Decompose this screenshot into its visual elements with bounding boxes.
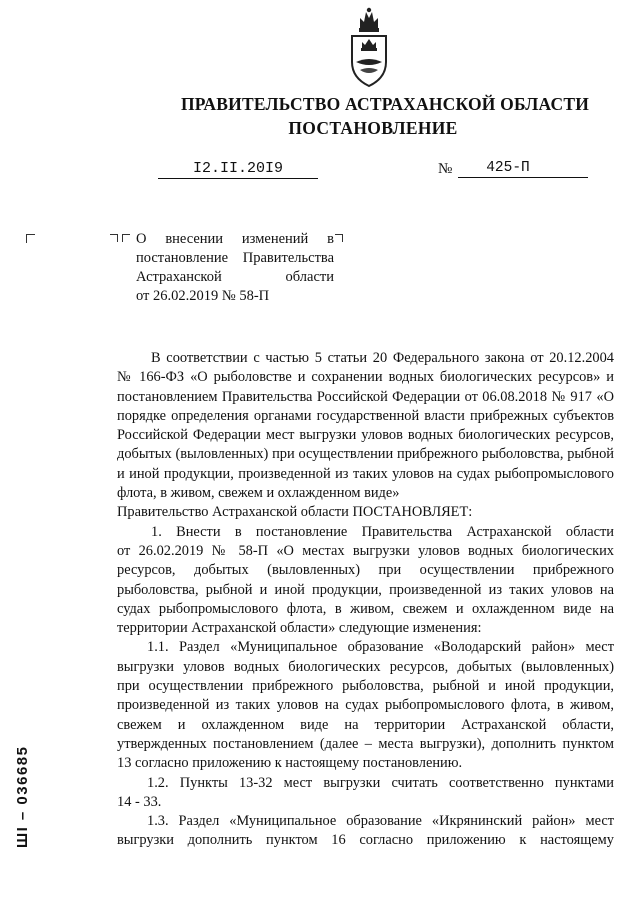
body-line: рыболовства, рыбной и иной продукции, произведенной из таких уловов на — [117, 581, 614, 598]
body-line: выгрузки дополнить пунктом 16 согласно приложению к настоящему — [117, 832, 614, 849]
document-subject — [136, 230, 334, 306]
body-line: № 166-ФЗ «О рыболовстве и сохранении водных биологических ресурсов» и — [117, 369, 614, 386]
body-line: 1.3. Раздел «Муниципальное образование «Икрянинский район» мест — [147, 813, 614, 830]
corner-tick-mark — [110, 234, 118, 242]
subject-line: от 26.02.2019 № 58-П — [136, 288, 270, 304]
body-line: Правительство Астраханской области ПОСТАНОВЛЯЕТ: — [117, 504, 473, 521]
body-line: В соответствии с частью 5 статьи 20 Федерального закона от 20.12.2004 — [151, 350, 614, 366]
body-line: 13 согласно приложению к настоящему постановлению. — [117, 755, 463, 772]
body-line: флота, в живом, свежем и охлажденном виде» — [117, 485, 400, 502]
body-line: ресурсов, добытых (выловленных) при осуществлении прибрежного — [117, 562, 614, 579]
number-sign: № — [438, 161, 453, 177]
body-line: 1.1. Раздел «Муниципальное образование «Володарский район» мест — [147, 639, 614, 656]
government-name: ПРАВИТЕЛЬСТВО АСТРАХАНСКОЙ ОБЛАСТИ — [180, 94, 590, 114]
body-line: порядке определения органами государственной власти прибрежных субъектов — [117, 407, 614, 424]
coat-of-arms-emblem — [346, 6, 392, 88]
body-line: выгрузки уловов водных биологических ресурсов, добытых (выловленных) — [117, 658, 614, 675]
serial-stamp — [14, 728, 36, 848]
document-body — [117, 349, 614, 851]
body-line: 1. Внести в постановление Правительства Астраханской области — [151, 523, 614, 540]
body-line: Российской Федерации мест выгрузки уловов водных биологических ресурсов, — [117, 427, 614, 444]
body-line: свежем и охлажденном виде на территории Астраханской области, — [117, 716, 614, 733]
corner-tick-mark — [122, 234, 130, 242]
body-line: добытых (выловленных) при осуществлении прибрежного рыболовства, рыбной — [117, 446, 614, 463]
subject-line: постановление Правительства — [136, 250, 334, 266]
body-line: судах рыбопромыслового флота, в живом, свежем и охлажденном виде на — [117, 600, 614, 617]
body-line: от 26.02.2019 № 58-П «О местах выгрузки уловов водных биологических — [117, 542, 614, 559]
body-line: 1.2. Пункты 13-32 мест выгрузки считать соответственно пунктами — [147, 774, 614, 791]
document-date: I2.II.20I9 — [158, 160, 318, 179]
body-line: при осуществлении прибрежного рыболовства, рыбной и иной продукции, — [117, 678, 614, 695]
body-line: 14 - 33. — [117, 793, 162, 810]
corner-tick-mark — [335, 234, 343, 242]
body-line: произведенной из таких уловов на судах рыбопромыслового флота, в живом, — [117, 697, 614, 714]
corner-tick-mark — [26, 234, 35, 243]
subject-line: Астраханской области — [136, 269, 334, 285]
body-line: и иной продукции, произведенной из таких уловов на судах рыбопромыслового — [117, 465, 614, 482]
document-type: ПОСТАНОВЛЕНИЕ — [288, 118, 458, 138]
serial-number: ШI – 036685 — [14, 745, 31, 848]
document-number: 425-П — [458, 160, 588, 178]
body-line: постановлением Правительства Российской Федерации от 06.08.2018 № 917 «О — [117, 388, 614, 405]
subject-line: О внесении изменений в — [136, 231, 334, 247]
body-line: утвержденных постановлением (далее – места выгрузки), дополнить пунктом — [117, 735, 614, 752]
body-line: территории Астраханской области» следующие изменения: — [117, 620, 482, 637]
